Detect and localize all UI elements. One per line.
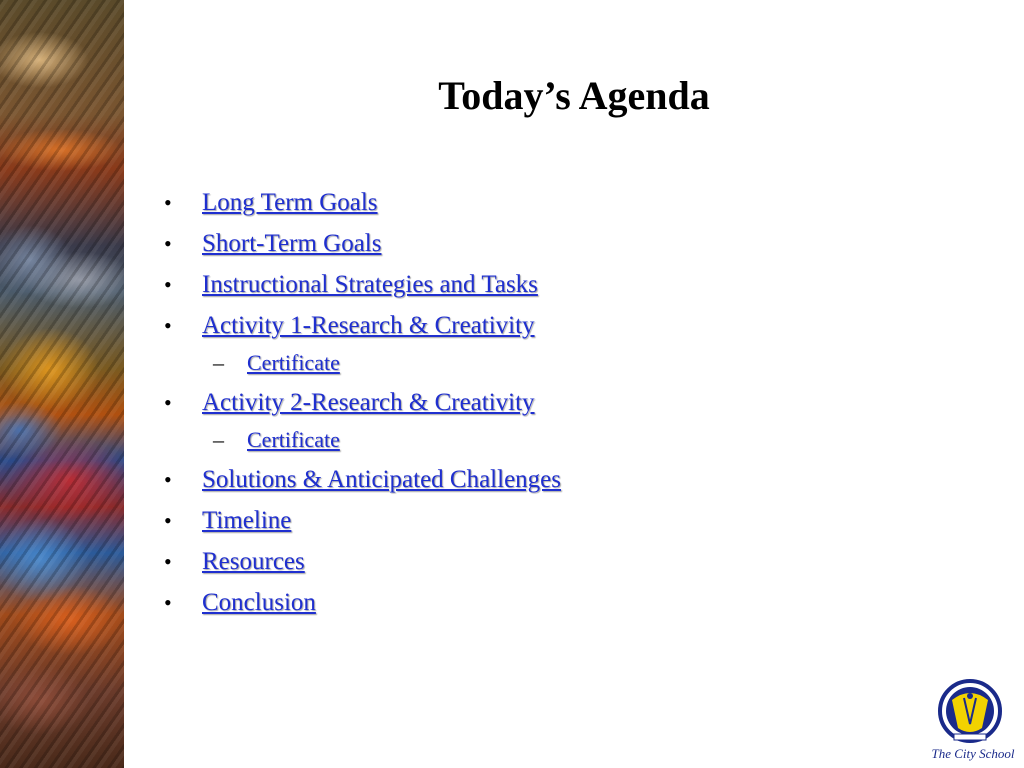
dash-bullet-icon: – xyxy=(213,427,224,452)
agenda-item xyxy=(164,502,561,543)
agenda-link-resources[interactable]: Resources xyxy=(202,548,305,575)
school-logo xyxy=(928,678,1018,766)
agenda-link-activity-1[interactable]: Activity 1-Research & Creativity xyxy=(202,312,535,339)
agenda-item xyxy=(164,184,561,225)
agenda-list xyxy=(164,184,561,625)
agenda-link-timeline[interactable]: Timeline xyxy=(202,507,292,534)
agenda-link-certificate-2[interactable]: Certificate xyxy=(247,427,340,452)
agenda-item xyxy=(164,266,561,307)
bullet-icon: • xyxy=(164,549,172,574)
agenda-link-long-term-goals[interactable]: Long Term Goals xyxy=(202,189,378,216)
bullet-icon: • xyxy=(164,390,172,415)
decorative-side-artwork xyxy=(0,0,124,768)
agenda-subitem xyxy=(164,346,561,384)
bullet-icon: • xyxy=(164,590,172,615)
bullet-icon: • xyxy=(164,231,172,256)
agenda-link-conclusion[interactable]: Conclusion xyxy=(202,589,316,616)
agenda-item xyxy=(164,384,561,425)
agenda-link-certificate-1[interactable]: Certificate xyxy=(247,350,340,375)
school-crest-icon xyxy=(928,678,1018,748)
agenda-item xyxy=(164,543,561,584)
dash-bullet-icon: – xyxy=(213,350,224,375)
bullet-icon: • xyxy=(164,508,172,533)
agenda-link-solutions-challenges[interactable]: Solutions & Anticipated Challenges xyxy=(202,466,561,493)
bullet-icon: • xyxy=(164,467,172,492)
agenda-item xyxy=(164,461,561,502)
agenda-subitem xyxy=(164,423,561,461)
agenda-item xyxy=(164,584,561,625)
bullet-icon: • xyxy=(164,272,172,297)
bullet-icon: • xyxy=(164,313,172,338)
bullet-icon: • xyxy=(164,190,172,215)
agenda-item xyxy=(164,307,561,348)
school-logo-caption: The City School xyxy=(931,746,1015,761)
agenda-link-activity-2[interactable]: Activity 2-Research & Creativity xyxy=(202,389,535,416)
agenda-item xyxy=(164,225,561,266)
agenda-link-short-term-goals[interactable]: Short-Term Goals xyxy=(202,230,382,257)
slide-title: Today’s Agenda xyxy=(438,73,710,118)
agenda-link-instructional-strategies[interactable]: Instructional Strategies and Tasks xyxy=(202,271,538,298)
